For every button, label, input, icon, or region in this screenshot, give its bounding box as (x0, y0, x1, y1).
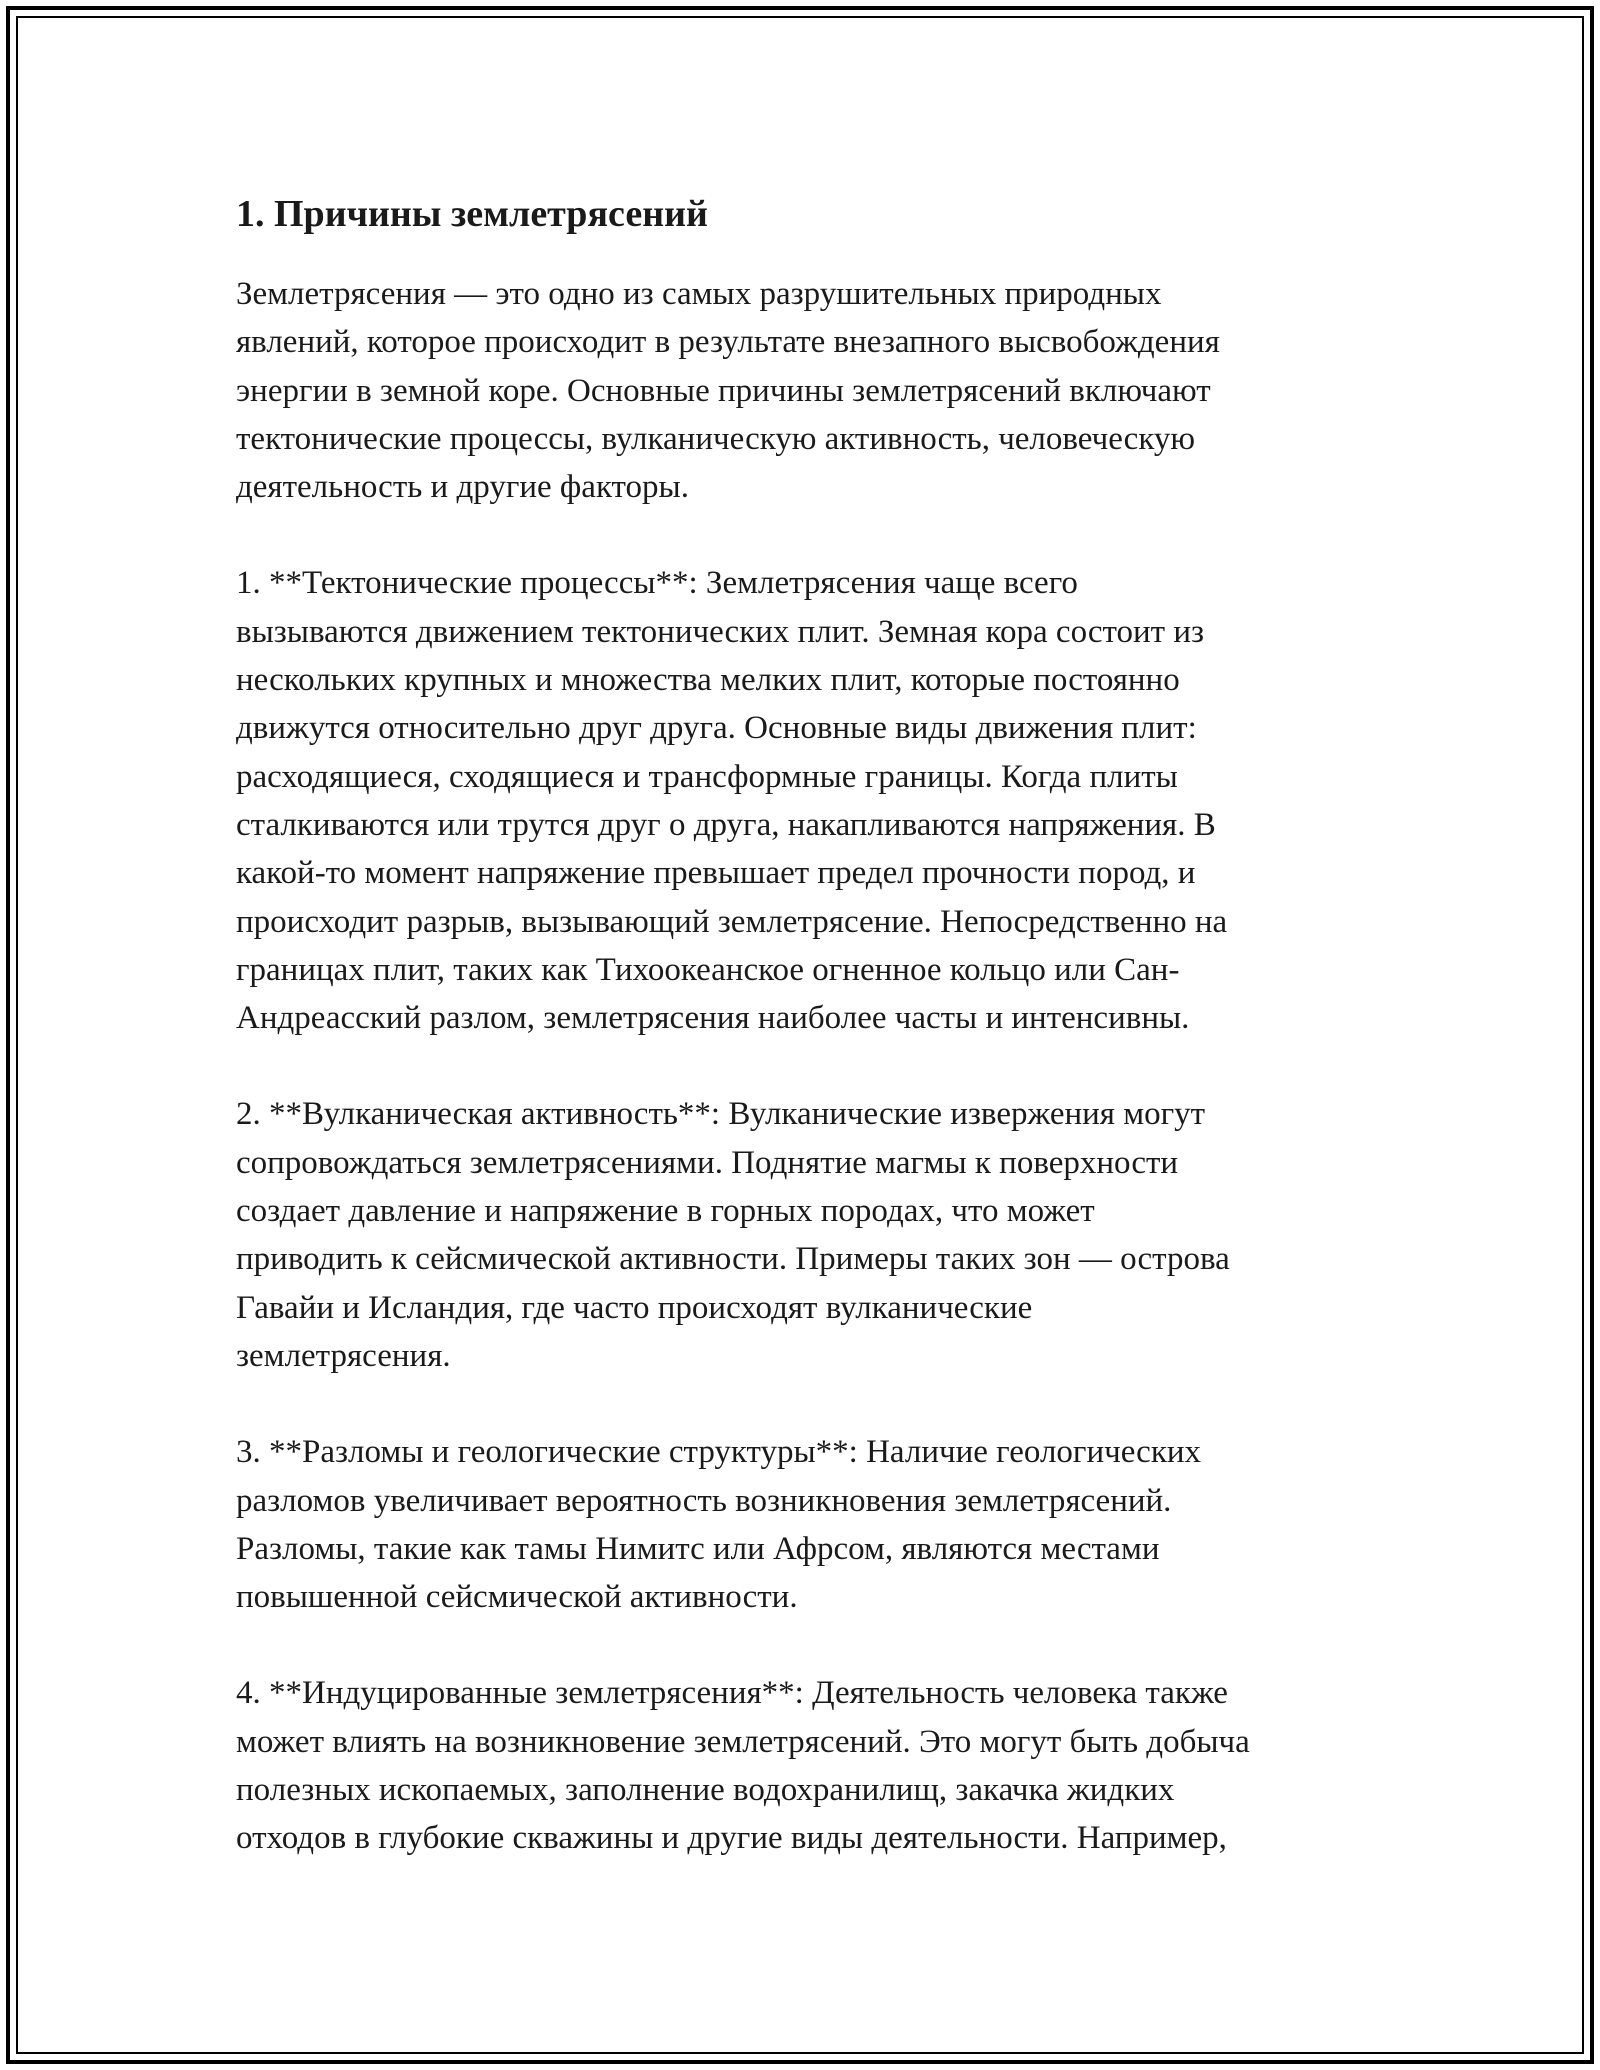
text-line: 2. **Вулканическая активность**: Вулканические извержения могут (236, 1096, 1206, 1133)
paragraph-volcanic (236, 1090, 1396, 1380)
text-line: энергии в земной коре. Основные причины землетрясений включают (236, 372, 1211, 409)
text-line: границах плит, таких как Тихоокеанское огненное кольцо или Сан- (236, 951, 1180, 988)
text-line: отходов в глубокие скважины и другие виды деятельности. Например, (236, 1820, 1227, 1857)
text-line: 4. **Индуцированные землетрясения**: Деятельность человека также (236, 1675, 1228, 1712)
text-line: разломов увеличивает вероятность возникновения землетрясений. (236, 1482, 1172, 1519)
text-line: расходящиеся, сходящиеся и трансформные границы. Когда плиты (236, 758, 1178, 795)
document-title: 1. Причины землетрясений (236, 193, 708, 235)
text-line: вызываются движением тектонических плит. Земная кора состоит из (236, 613, 1205, 650)
text-line: Землетрясения — это одно из самых разрушительных природных (236, 276, 1162, 312)
text-line: сопровождаться землетрясениями. Поднятие магмы к поверхности (236, 1144, 1179, 1181)
text-line: явлений, которое происходит в результате внезапного высвобождения (236, 324, 1220, 361)
text-line: деятельность и другие факторы. (236, 469, 689, 506)
text-line: создает давление и напряжение в горных породах, что может (236, 1193, 1095, 1230)
text-line: повышенной сейсмической активности. (236, 1579, 798, 1616)
text-line: полезных ископаемых, заполнение водохранилищ, закачка жидких (236, 1772, 1175, 1809)
text-line: 3. **Разломы и геологические структуры**: Наличие геологических (236, 1434, 1202, 1471)
text-line: 1. **Тектонические процессы**: Землетрясения чаще всего (236, 565, 1078, 602)
paragraph-tectonic (236, 559, 1396, 1042)
text-line: движутся относительно друг друга. Основные виды движения плит: (236, 710, 1197, 747)
paragraph-intro (236, 270, 1396, 511)
text-line: какой-то момент напряжение превышает предел прочности пород, и (236, 855, 1196, 892)
text-line: сталкиваются или трутся друг о друга, накапливаются напряжения. В (236, 806, 1216, 843)
text-line: приводить к сейсмической активности. Примеры таких зон — острова (236, 1241, 1230, 1278)
text-line: землетрясения. (236, 1337, 451, 1374)
text-line: тектонические процессы, вулканическую активность, человеческую (236, 420, 1196, 457)
paragraph-faults (236, 1428, 1396, 1621)
text-line: нескольких крупных и множества мелких плит, которые постоянно (236, 662, 1180, 699)
paragraph-induced (236, 1669, 1396, 1862)
text-line: происходит разрыв, вызывающий землетрясение. Непосредственно на (236, 903, 1228, 940)
text-line: может влиять на возникновение землетрясений. Это могут быть добыча (236, 1723, 1250, 1760)
text-line: Гавайи и Исландия, где часто происходят вулканические (236, 1289, 1033, 1326)
text-line: Андреасский разлом, землетрясения наиболее часты и интенсивны. (236, 1000, 1190, 1037)
text-line: Разломы, такие как тамы Нимитс или Афрсом, являются местами (236, 1530, 1160, 1567)
document-body (236, 186, 1396, 1911)
